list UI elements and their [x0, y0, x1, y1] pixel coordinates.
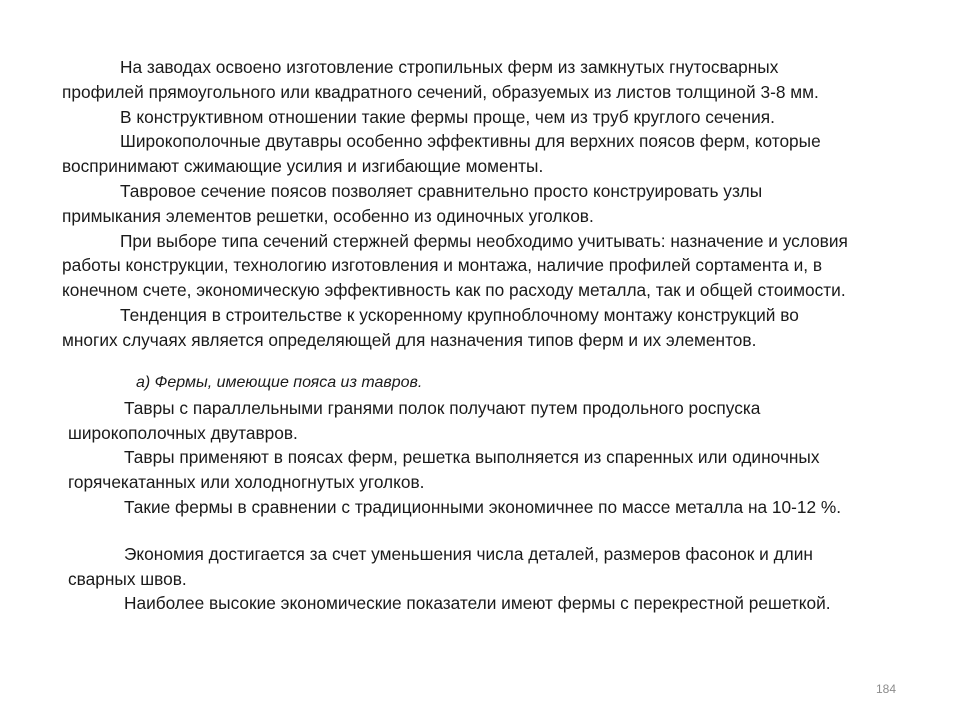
paragraph-line: работы конструкции, технологию изготовления и монтажа, наличие профилей сортамента и, в [62, 255, 823, 276]
paragraph-line: В конструктивном отношении такие фермы проще, чем из труб круглого сечения. [120, 106, 775, 127]
paragraph-line: Тенденция в строительстве к ускоренному крупноблочному монтажу конструкций во [120, 304, 799, 325]
paragraph-line: На заводах освоено изготовление стропильных ферм из замкнутых гнутосварных [120, 57, 779, 77]
paragraph-line: горячекатанных или холодногнутых уголков. [68, 472, 425, 493]
paragraph-line: Наиболее высокие экономические показатели имеют фермы с перекрестной решеткой. [124, 593, 831, 614]
paragraph-line: примыкания элементов решетки, особенно из одиночных уголков. [62, 205, 594, 226]
text-block-top [62, 55, 952, 353]
paragraph-line: профилей прямоугольного или квадратного сечений, образуемых из листов толщиной 3-8 мм. [62, 81, 819, 102]
paragraph-line: сварных швов. [68, 568, 187, 589]
paragraph-line: Тавры с параллельными гранями полок получают путем продольного роспуска [124, 397, 761, 418]
paragraph-line: Тавровое сечение поясов позволяет сравнительно просто конструировать узлы [120, 180, 763, 201]
paragraph-line: Широкополочные двутавры особенно эффективны для верхних поясов ферм, которые [120, 131, 821, 152]
paragraph-line: воспринимают сжимающие усилия и изгибающие моменты. [62, 156, 544, 177]
subheading: а) Фермы, имеющие пояса из тавров. [136, 374, 423, 391]
page-number: 184 [876, 682, 897, 696]
paragraph-line: Экономия достигается за счет уменьшения числа деталей, размеров фасонок и длин [124, 543, 813, 564]
paragraph-line: многих случаях является определяющей для назначения типов ферм и их элементов. [62, 329, 757, 350]
paragraph-line: Тавры применяют в поясах ферм, решетка выполняется из спаренных или одиночных [124, 447, 820, 468]
text-block-bottom [68, 371, 948, 616]
paragraph-line: Такие фермы в сравнении с традиционными экономичнее по массе металла на 10-12 %. [124, 496, 842, 517]
paragraph-line: конечном счете, экономическую эффективность как по расходу металла, так и общей стоимости. [62, 280, 846, 301]
paragraph-line: При выборе типа сечений стержней фермы необходимо учитывать: назначение и условия [120, 230, 848, 251]
paragraph-line: широкополочных двутавров. [68, 422, 298, 443]
